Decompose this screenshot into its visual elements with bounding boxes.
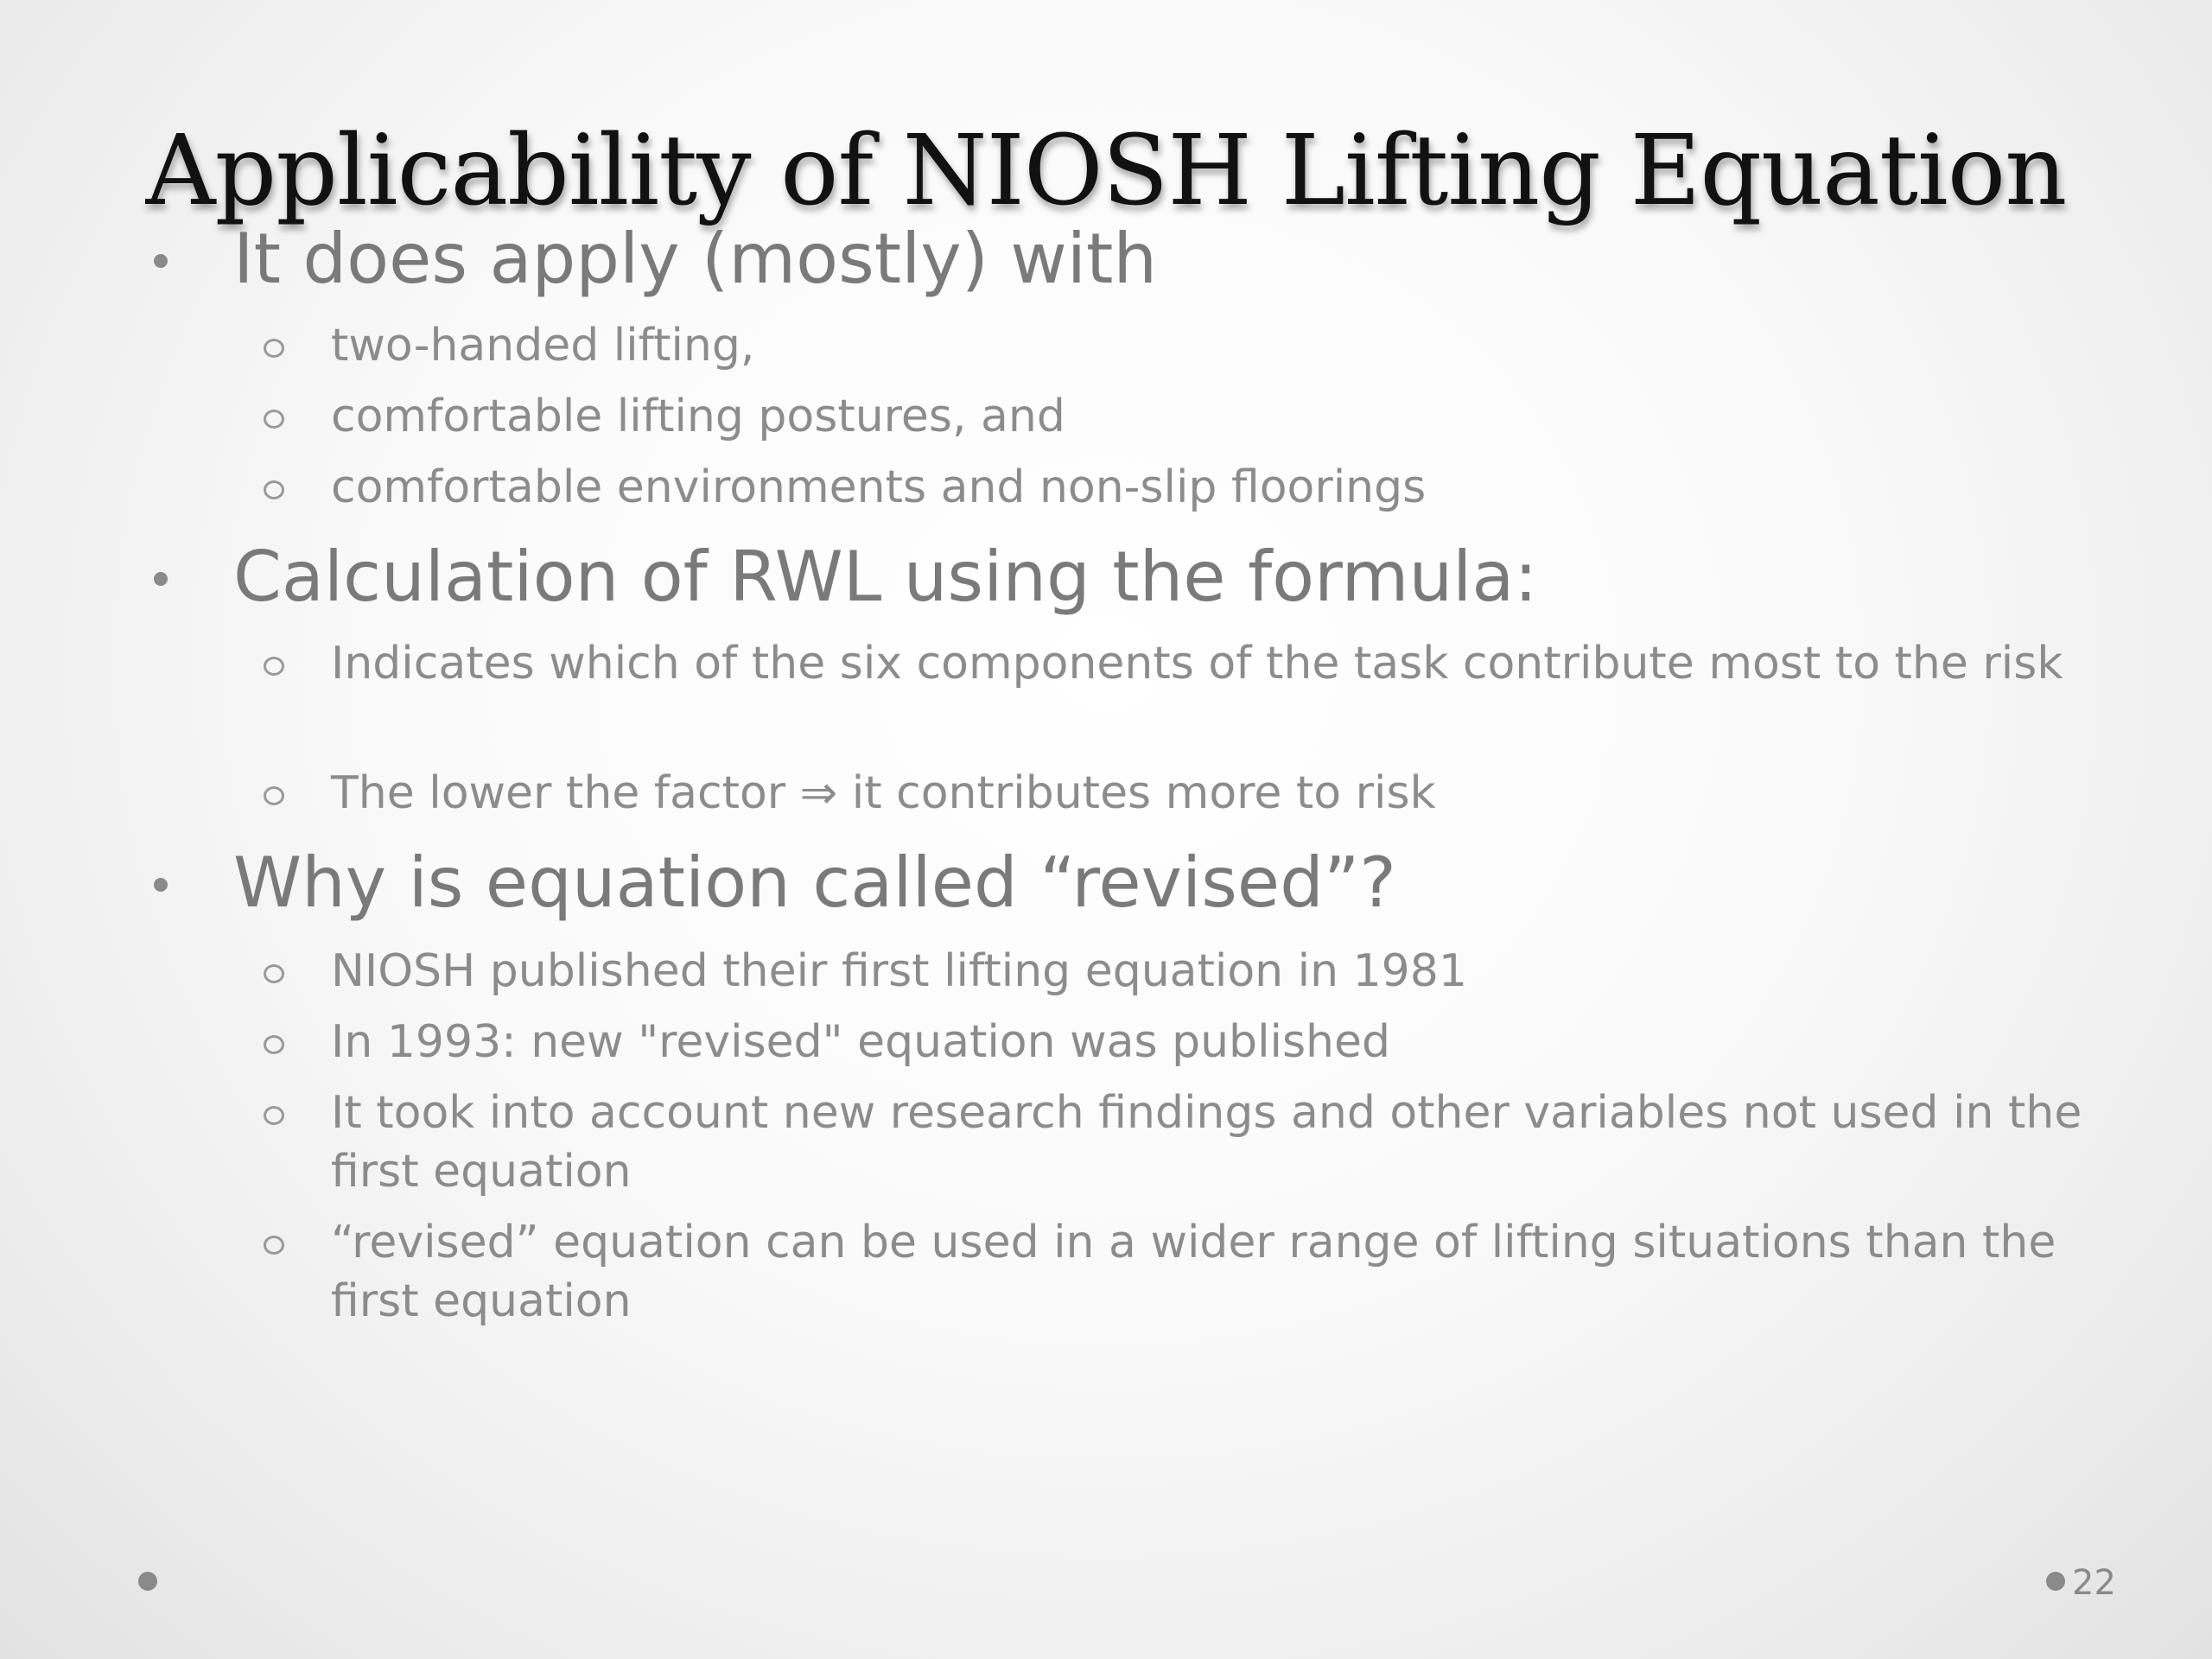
section-heading: Why is equation called “revised”? — [233, 842, 1396, 923]
sub-bullet-circle — [264, 1106, 284, 1125]
sub-bullet-circle — [264, 410, 284, 429]
footer-right-dot — [2046, 1572, 2065, 1591]
list-item: The lower the factor ⇒ it contributes more to risk — [331, 767, 1436, 819]
slide-number: 22 — [2072, 1563, 2116, 1603]
list-item: NIOSH published their first lifting equation in 1981 — [331, 945, 1467, 997]
list-item: It took into account new research findings and other variables not used in the first equation — [331, 1087, 2082, 1198]
sub-bullet-circle — [264, 480, 284, 499]
footer-left-dot — [138, 1572, 157, 1591]
list-item: comfortable environments and non-slip floorings — [331, 461, 1427, 513]
sub-bullet-circle — [264, 1236, 284, 1255]
section-heading: Calculation of RWL using the formula: — [233, 537, 1538, 617]
sub-bullet-circle — [264, 964, 284, 983]
list-item: In 1993: new "revised" equation was published — [331, 1016, 1391, 1068]
sub-bullet-circle — [264, 1035, 284, 1054]
section-heading: It does apply (mostly) with — [233, 219, 1158, 299]
list-item: “revised” equation can be used in a wider range of lifting situations than the first equation — [331, 1217, 2056, 1327]
sub-bullet-circle — [264, 786, 284, 805]
sub-bullet-circle — [264, 339, 284, 358]
bullet-dot — [154, 878, 168, 892]
slide-title: Applicability of NIOSH Lifting Equation — [145, 115, 2067, 227]
list-item: Indicates which of the six components of the task contribute most to the risk — [331, 638, 2063, 690]
list-item: comfortable lifting postures, and — [331, 391, 1065, 442]
list-item: two-handed lifting, — [331, 320, 755, 372]
bullet-dot — [154, 572, 168, 586]
bullet-dot — [154, 254, 168, 268]
sub-bullet-circle — [264, 657, 284, 676]
